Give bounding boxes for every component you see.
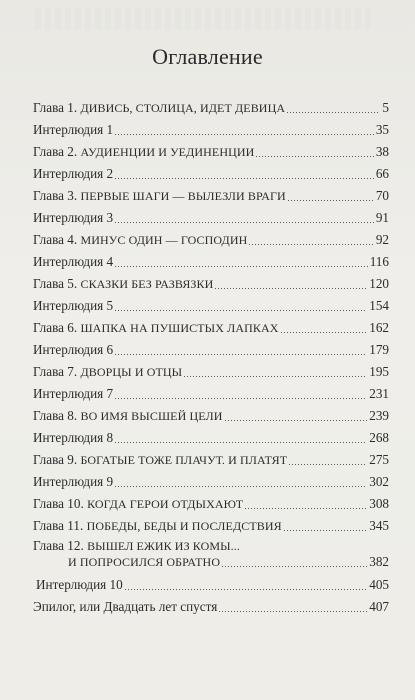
toc-entry-label — [33, 452, 287, 468]
dot-leader — [288, 200, 374, 201]
toc-page-number: 231 — [369, 386, 389, 401]
dot-leader — [115, 442, 367, 443]
toc-entry — [33, 185, 389, 207]
toc-entry — [33, 273, 389, 295]
toc-entry — [33, 537, 389, 574]
toc-entry-title-continued: И ПОПРОСИЛСЯ ОБРАТНО — [68, 555, 221, 569]
toc-page-number: 345 — [369, 518, 389, 533]
toc-page-number: 154 — [369, 298, 389, 313]
dot-leader — [115, 178, 374, 179]
toc-page-number: 120 — [369, 276, 389, 291]
toc-entry — [33, 383, 389, 405]
toc-entry-line — [33, 577, 389, 593]
toc-page-number: 70 — [375, 188, 389, 203]
toc-entry-title: СКАЗКИ БЕЗ РАЗВЯЗКИ — [80, 277, 214, 291]
toc-entry — [33, 361, 389, 383]
table-of-contents — [33, 97, 389, 618]
toc-page-number: 66 — [375, 166, 389, 181]
toc-entry-prefix: Глава 12. — [33, 538, 84, 553]
toc-page-number: 116 — [369, 254, 389, 269]
toc-entry-line — [33, 386, 389, 402]
toc-entry-label — [33, 144, 254, 160]
dot-leader — [284, 530, 367, 531]
dot-leader — [115, 134, 374, 135]
toc-entry — [33, 339, 389, 361]
dot-leader — [115, 398, 367, 399]
toc-entry-line — [33, 276, 389, 292]
dot-leader — [115, 354, 367, 355]
toc-entry-title: ПОБЕДЫ, БЕДЫ И ПОСЛЕДСТВИЯ — [86, 519, 282, 533]
toc-entry — [33, 471, 389, 493]
toc-entry-prefix: Интерлюдия 6 — [33, 342, 114, 357]
toc-entry-label — [36, 577, 123, 593]
toc-entry-label — [33, 430, 113, 446]
toc-page-number: 35 — [375, 122, 389, 137]
toc-entry-prefix: Глава 3. — [33, 188, 78, 203]
toc-entry-line — [33, 298, 389, 314]
toc-entry-label — [33, 364, 182, 380]
dot-leader — [219, 611, 367, 612]
toc-entry-line — [33, 166, 389, 182]
toc-page-number: 179 — [369, 342, 389, 357]
toc-entry — [33, 574, 389, 596]
dot-leader — [289, 464, 367, 465]
toc-entry-line — [33, 538, 389, 554]
toc-entry-line — [33, 408, 389, 424]
toc-entry-label — [33, 342, 113, 358]
toc-entry-line — [33, 474, 389, 490]
toc-entry-prefix: Эпилог, или Двадцать лет спустя — [33, 599, 218, 614]
dot-leader — [115, 310, 367, 311]
toc-entry-line — [33, 100, 389, 116]
toc-entry-label — [33, 276, 213, 292]
toc-entry-label — [33, 496, 243, 512]
toc-entry — [33, 251, 389, 273]
toc-entry-prefix: Интерлюдия 1 — [33, 122, 114, 137]
toc-entry-label — [33, 232, 247, 248]
dot-leader — [222, 566, 367, 567]
toc-entry-prefix: Глава 6. — [33, 320, 78, 335]
toc-entry — [33, 427, 389, 449]
toc-entry-label — [33, 298, 113, 314]
toc-entry-line — [33, 518, 389, 534]
toc-page-number: 275 — [369, 452, 389, 467]
dot-leader — [115, 486, 367, 487]
toc-entry-label — [33, 538, 240, 554]
toc-page-number: 268 — [369, 430, 389, 445]
toc-entry-label — [33, 408, 223, 424]
toc-entry-prefix: Глава 8. — [33, 408, 78, 423]
toc-entry-label — [33, 210, 113, 226]
toc-entry-prefix: Интерлюдия 3 — [33, 210, 114, 225]
toc-entry-label — [33, 320, 279, 336]
page-title: Оглавление — [152, 44, 263, 69]
toc-entry-title: ПЕРВЫЕ ШАГИ — ВЫЛЕЗЛИ ВРАГИ — [80, 189, 286, 203]
toc-entry — [33, 207, 389, 229]
toc-entry-title: ВО ИМЯ ВЫСШЕЙ ЦЕЛИ — [80, 409, 223, 423]
toc-entry — [33, 515, 389, 537]
toc-entry-prefix: Интерлюдия 8 — [33, 430, 114, 445]
toc-entry-title: БОГАТЫЕ ТОЖЕ ПЛАЧУТ. И ПЛАТЯТ — [80, 453, 288, 467]
toc-entry — [33, 141, 389, 163]
toc-entry — [33, 449, 389, 471]
toc-entry-label — [33, 599, 217, 615]
toc-entry-label — [33, 386, 113, 402]
toc-page-number: 405 — [369, 577, 389, 592]
toc-entry-prefix: Интерлюдия 9 — [33, 474, 114, 489]
toc-entry-prefix: Глава 2. — [33, 144, 78, 159]
toc-entry-line — [33, 320, 389, 336]
toc-entry-title: ДИВИСЬ, СТОЛИЦА, ИДЕТ ДЕВИЦА — [80, 101, 286, 115]
toc-page-number: 38 — [375, 144, 389, 159]
toc-page-number: 239 — [369, 408, 389, 423]
toc-entry-line — [33, 364, 389, 380]
toc-entry — [33, 97, 389, 119]
toc-entry — [33, 163, 389, 185]
toc-entry-prefix: Интерлюдия 2 — [33, 166, 114, 181]
dot-leader — [281, 332, 368, 333]
toc-entry-line — [33, 430, 389, 446]
toc-entry-label — [33, 122, 113, 138]
toc-entry-prefix: Глава 9. — [33, 452, 78, 467]
toc-entry — [33, 596, 389, 618]
toc-page-number: 382 — [369, 554, 389, 569]
toc-entry-line — [33, 188, 389, 204]
toc-entry-prefix: Глава 4. — [33, 232, 78, 247]
toc-entry — [33, 295, 389, 317]
toc-entry-line — [33, 554, 389, 570]
bleed-through-text — [35, 8, 375, 30]
toc-entry-prefix: Глава 10. — [33, 496, 84, 511]
toc-entry-line — [33, 254, 389, 270]
dot-leader — [184, 376, 367, 377]
toc-page-number: 162 — [369, 320, 389, 335]
toc-entry-line — [33, 232, 389, 248]
toc-page-number: 308 — [369, 496, 389, 511]
toc-entry — [33, 119, 389, 141]
toc-entry-line — [33, 342, 389, 358]
toc-entry-prefix: Глава 5. — [33, 276, 78, 291]
toc-entry-prefix: Интерлюдия 5 — [33, 298, 114, 313]
toc-entry-label — [33, 254, 113, 270]
toc-entry — [33, 405, 389, 427]
toc-page-number: 92 — [375, 232, 389, 247]
toc-entry-prefix: Глава 7. — [33, 364, 78, 379]
toc-entry-label — [33, 166, 113, 182]
dot-leader — [115, 222, 374, 223]
toc-page-number: 5 — [382, 100, 389, 115]
toc-entry-prefix: Глава 1. — [33, 100, 78, 115]
toc-entry-label — [33, 474, 113, 490]
toc-page-number: 195 — [369, 364, 389, 379]
toc-entry-line — [33, 452, 389, 468]
toc-page-number: 407 — [369, 599, 389, 614]
toc-entry-title: АУДИЕНЦИИ И УЕДИНЕНЦИИ — [80, 145, 255, 159]
dot-leader — [287, 112, 380, 113]
toc-entry-prefix: Интерлюдия 10 — [36, 577, 123, 592]
toc-page-number: 91 — [375, 210, 389, 225]
dot-leader — [225, 420, 368, 421]
toc-entry-line — [33, 496, 389, 512]
toc-entry-line — [33, 122, 389, 138]
dot-leader — [256, 156, 373, 157]
toc-entry-prefix: Интерлюдия 4 — [33, 254, 114, 269]
toc-entry-title: ШАПКА НА ПУШИСТЫХ ЛАПКАХ — [80, 321, 279, 335]
dot-leader — [115, 266, 368, 267]
toc-entry — [33, 229, 389, 251]
toc-entry — [33, 317, 389, 339]
toc-entry-label — [33, 188, 286, 204]
toc-entry-title: ДВОРЦЫ И ОТЦЫ — [80, 365, 183, 379]
toc-entry — [33, 493, 389, 515]
dot-leader — [215, 288, 367, 289]
toc-entry-line — [33, 210, 389, 226]
toc-entry-title: МИНУС ОДИН — ГОСПОДИН — [80, 233, 248, 247]
toc-page-number: 302 — [369, 474, 389, 489]
dot-leader — [125, 589, 368, 590]
toc-entry-prefix: Интерлюдия 7 — [33, 386, 114, 401]
dot-leader — [249, 244, 373, 245]
toc-entry-prefix: Глава 11. — [33, 518, 84, 533]
dot-leader — [245, 508, 367, 509]
toc-entry-title: КОГДА ГЕРОИ ОТДЫХАЮТ — [87, 497, 244, 511]
toc-entry-label — [33, 518, 282, 534]
toc-entry-line — [33, 144, 389, 160]
toc-entry-line — [33, 599, 389, 615]
toc-entry-label — [33, 100, 285, 116]
toc-entry-title: ВЫШЕЛ ЕЖИК ИЗ КОМЫ... — [87, 539, 240, 553]
